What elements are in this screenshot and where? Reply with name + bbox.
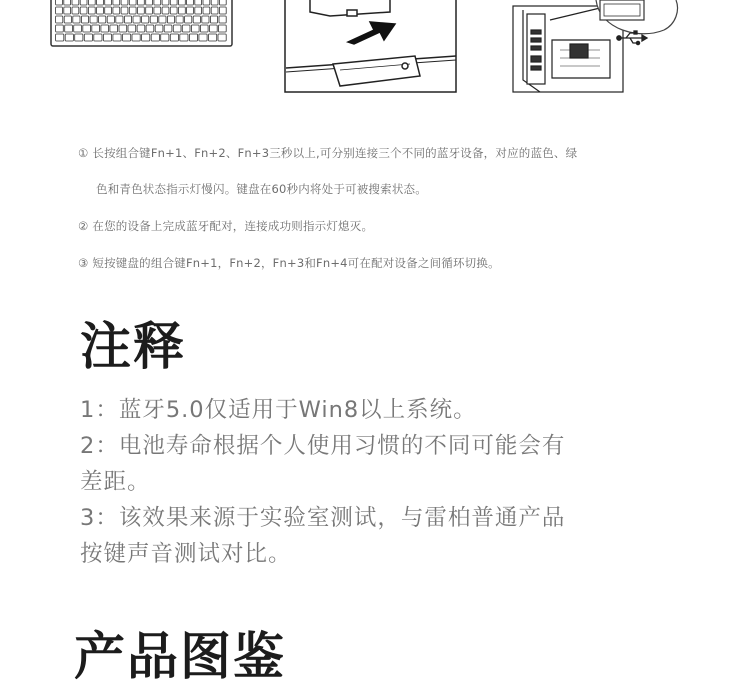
note-line: 3：该效果来源于实验室测试，与雷柏普通产品 [80,505,566,531]
gallery-title: 产品图鉴 [74,628,287,687]
note-line: 2：电池寿命根据个人使用习惯的不同可能会有 [80,433,566,459]
illustration-strip [0,0,750,100]
note-line: 按键声音测试对比。 [80,541,292,567]
pc-usb-illustration [513,0,678,92]
step-1-line-2: 色和青色状态指示灯慢闪。键盘在60秒内将处于可被搜索状态。 [96,182,427,196]
note-line: 1：蓝牙5.0仅适用于Win8以上系统。 [80,397,477,423]
battery-cover-illustration [285,0,456,92]
step-1-line-1: ① 长按组合键Fn+1、Fn+2、Fn+3三秒以上,可分别连接三个不同的蓝牙设备，对应的蓝色、绿 [78,146,578,160]
step-2: ② 在您的设备上完成蓝牙配对，连接成功则指示灯熄灭。 [78,219,374,233]
keyboard-illustration [51,0,232,46]
step-3: ③ 短按键盘的组合键Fn+1，Fn+2，Fn+3和Fn+4可在配对设备之间循环切换。 [78,256,500,270]
note-line: 差距。 [80,469,151,495]
notes-title: 注释 [80,318,187,377]
arrow-up-icon [348,22,395,44]
notes-list [80,392,640,572]
